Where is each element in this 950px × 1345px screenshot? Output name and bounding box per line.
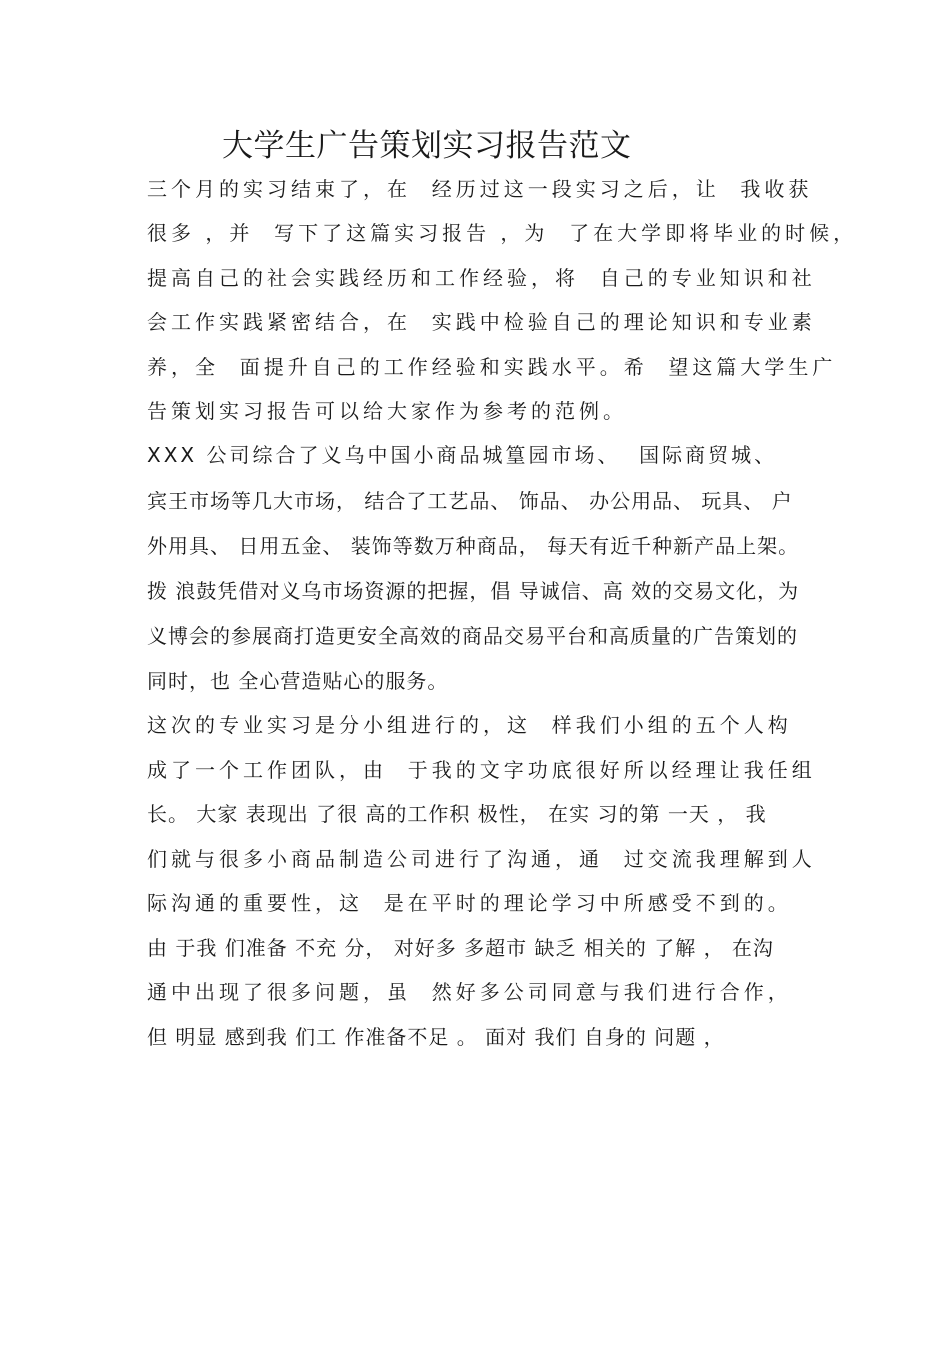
paragraph-3-line-2: 成了一个工作团队，由 于我的文字功底很好所以经理让我任组 (147, 758, 816, 782)
paragraph-1-line-5: 养，全 面提升自己的工作经验和实践水平。希 望这篇大学生广 (147, 355, 837, 379)
paragraph-3-line-1: 这次的专业实习是分小组进行的，这 样我们小组的五个人构 (147, 713, 792, 737)
paragraph-1-line-1: 三个月的实习结束了，在 经历过这一段实习之后，让 我收获 (147, 177, 813, 201)
paragraph-3-line-6: 由 于我 们准备 不充 分， 对好多 多超市 缺乏 相关的 了解 ， 在沟 (147, 936, 774, 960)
paragraph-1-line-2: 很多 ，并 写下了这篇实习报告 ，为 了在大学即将毕业的时候， (147, 221, 858, 245)
paragraph-2-line-2: 宾王市场等几大市场， 结合了工艺品、 饰品、 办公用品、 玩具、 户 (147, 489, 793, 513)
paragraph-2-line-3: 外用具、 日用五金、 装饰等数万种商品， 每天有近千种新产品上架。 (147, 534, 800, 558)
paragraph-2-line-1: XXX 公司综合了义乌中国小商品城篁园市场、 国际商贸城、 (147, 443, 778, 467)
paragraph-1-line-6: 告策划实习报告可以给大家作为参考的范例。 (147, 399, 627, 423)
page-title: 大学生广告策划实习报告范文 (222, 128, 632, 164)
paragraph-2-line-5: 义博会的参展商打造更安全高效的商品交易平台和高质量的广告策划的 (147, 624, 798, 648)
paragraph-3-line-7: 通中出现了很多问题，虽 然好多公司同意与我们进行合作， (147, 980, 792, 1004)
paragraph-2-line-4: 拨 浪鼓凭借对义乌市场资源的把握，倡 导诚信、高 效的交易文化，为 (147, 579, 800, 603)
paragraph-3-line-5: 际沟通的重要性，这 是在平时的理论学习中所感受不到的。 (147, 891, 792, 915)
paragraph-1-line-3: 提高自己的社会实践经历和工作经验，将 自己的专业知识和社 (147, 266, 816, 290)
paragraph-2-line-6: 同时，也 全心营造贴心的服务。 (147, 669, 449, 693)
paragraph-3-line-8: 但 明显 感到我 们工 作准备不足 。 面对 我们 自身的 问题 ， (147, 1025, 725, 1049)
paragraph-3-line-4: 们就与很多小商品制造公司进行了沟通，通 过交流我理解到人 (147, 847, 816, 871)
paragraph-3-line-3: 长。 大家 表现出 了很 高的工作积 极性， 在实 习的第 一天 ， 我 (147, 802, 767, 826)
paragraph-1-line-4: 会工作实践紧密结合，在 实践中检验自己的理论知识和专业素 (147, 310, 816, 334)
